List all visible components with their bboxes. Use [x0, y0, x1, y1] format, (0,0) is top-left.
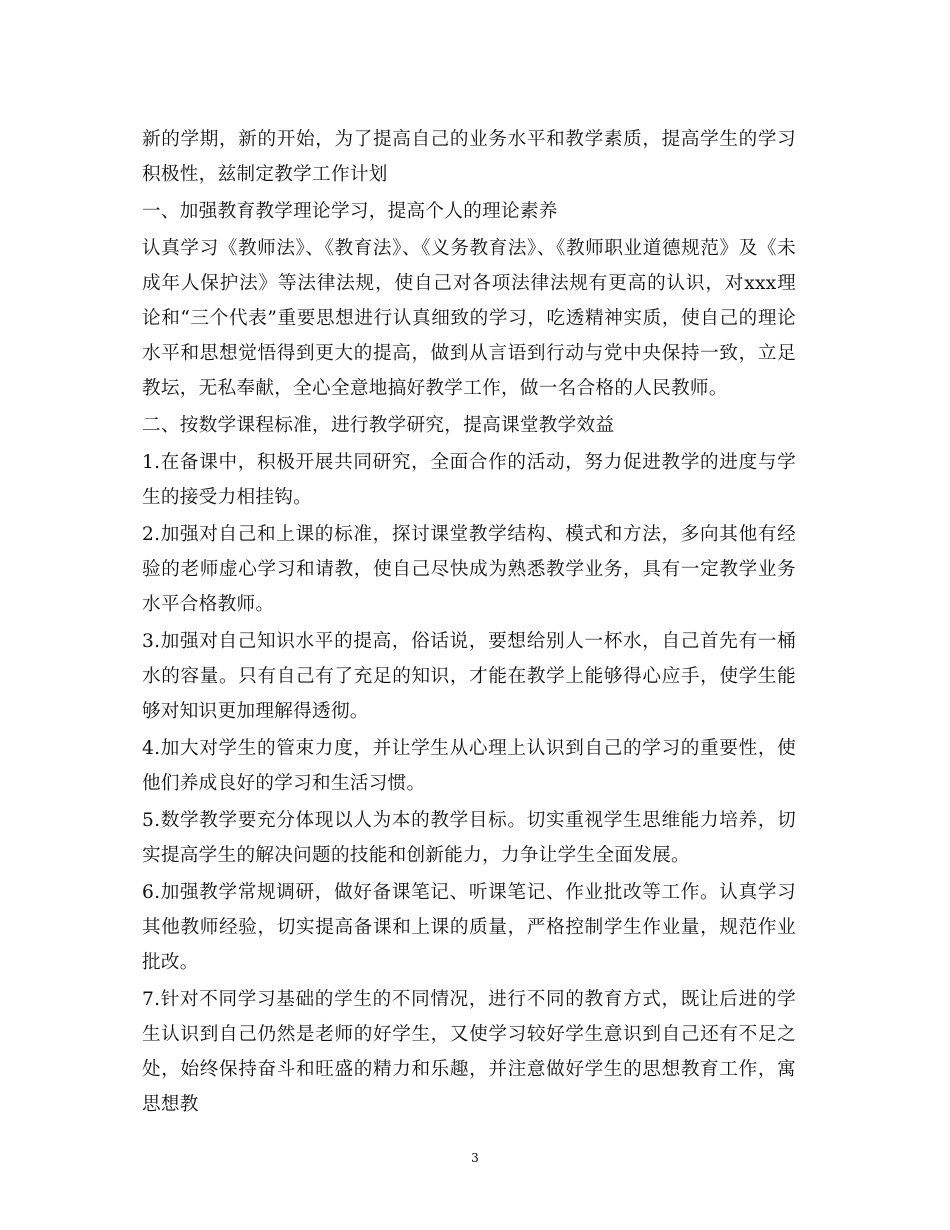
- section-heading-2: 二、按数学课程标准，进行教学研究，提高课堂教学效益: [142, 415, 615, 436]
- list-item-6: 6.加强教学常规调研，做好备课笔记、听课笔记、作业批改等工作。认真学习其他教师经验，切实提高备课和上课的质量，严格控制学生作业量，规范作业批改。: [142, 882, 796, 973]
- section-heading-1: 一、加强教育教学理论学习，提高个人的理论素养: [142, 201, 558, 222]
- document-body: [142, 122, 796, 1124]
- list-item-7: 7.针对不同学习基础的学生的不同情况，进行不同的教育方式，既让后进的学生认识到自己仍然是老师的好学生，又使学习较好学生意识到自己还有不足之处，始终保持奋斗和旺盛的精力和乐趣，并注意做好学生的思想教育工作，寓思想教: [142, 989, 796, 1115]
- list-item-1: 1.在备课中，积极开展共同研究，全面合作的活动，努力促进教学的进度与学生的接受力相挂钩。: [142, 452, 796, 508]
- list-item-5: 5.数学教学要充分体现以人为本的教学目标。切实重视学生思维能力培养，切实提高学生的解决问题的技能和创新能力，力争让学生全面发展。: [142, 810, 796, 866]
- intro-paragraph: 新的学期，新的开始，为了提高自己的业务水平和教学素质，提高学生的学习积极性，兹制定教学工作计划: [142, 129, 796, 185]
- list-item-3: 3.加强对自己知识水平的提高，俗话说，要想给别人一杯水，自己首先有一桶水的容量。只有自己有了充足的知识，才能在教学上能够得心应手，使学生能够对知识更加理解得透彻。: [142, 631, 796, 722]
- list-item-4: 4.加大对学生的管束力度，并让学生从心理上认识到自己的学习的重要性，使他们养成良好的学习和生活习惯。: [142, 738, 796, 794]
- list-item-2: 2.加强对自己和上课的标准，探讨课堂教学结构、模式和方法，多向其他有经验的老师虚心学习和请教，使自己尽快成为熟悉教学业务，具有一定教学业务水平合格教师。: [142, 524, 796, 615]
- section-1-paragraph: 认真学习《教师法》、《教育法》、《义务教育法》、《教师职业道德规范》及《未成年人保护法》等法律法规，使自己对各项法律法规有更高的认识，对xxx理论和“三个代表”重要思想进行认真细致的学习，吃透精神实质，使自己的理论水平和思想觉悟得到更大的提高，做到从言语到行动与党中央保持一致，立足教坛，无私奉献，全心全意地搞好教学工作，做一名合格的人民教师。: [142, 238, 796, 399]
- page-number: 3: [471, 1151, 479, 1165]
